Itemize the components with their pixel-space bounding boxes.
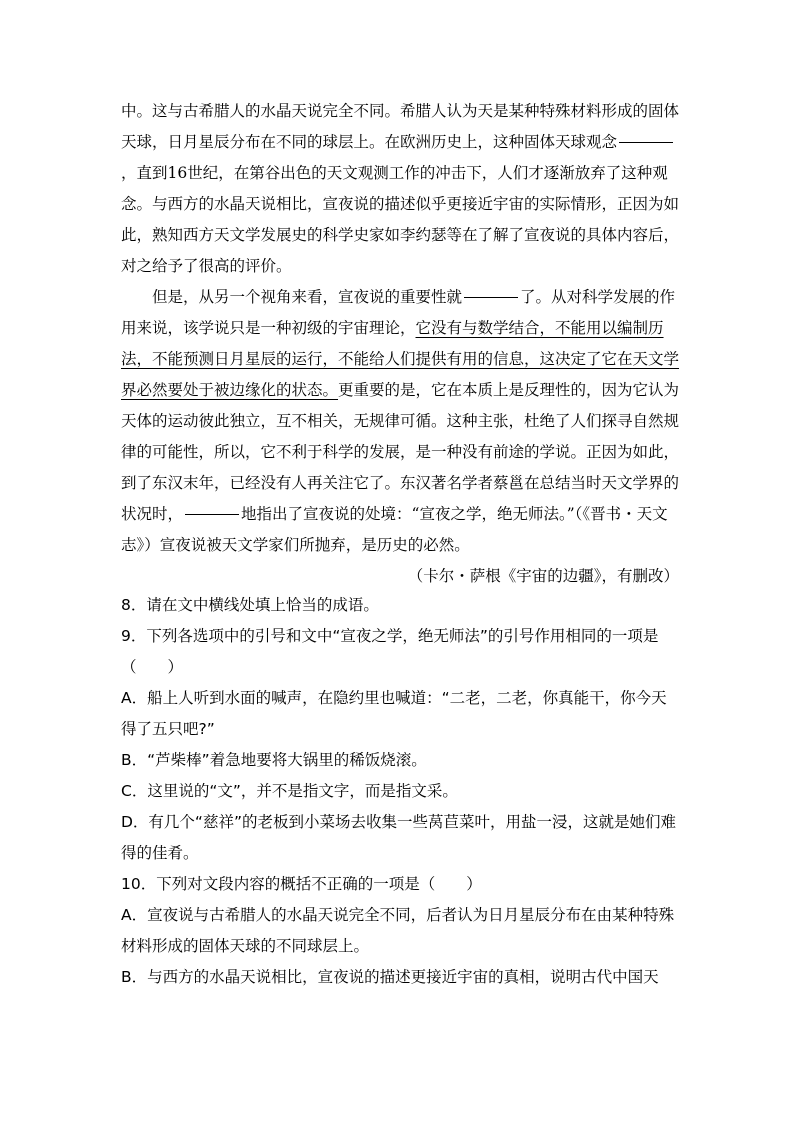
reading-passage (121, 96, 681, 592)
question-9-stem: 9．下列各选项中的引号和文中“宣夜之学，绝无师法”的引号作用相同的一项是（ ） (121, 627, 659, 676)
question-10-option-b: B．与西方的水晶天说相比，宣夜说的描述更接近宇宙的真相，说明古代中国天 (121, 968, 659, 986)
paragraph-text: 了。从对科学发展的作用来说，该学说只是一种初级的宇宙理论， (121, 288, 676, 337)
paragraph-text: 但是，从另一个视角来看，宣夜说的重要性就 (152, 288, 463, 306)
fill-blank (619, 141, 673, 143)
question-9-option-a: A．船上人听到水面的喊声，在隐约里也喊道：“二老，二老，你真能干，你今天得了五只吧?” (121, 689, 667, 738)
question-10-stem: 10．下列对文段内容的概括不正确的一项是（ ） (121, 875, 482, 893)
paragraph-text: 更重要的是，它在本质上是反理性的，因为它认为天体的运动彼此独立，互不相关，无规律可循。这种主张，杜绝了人们探寻自然规律的可能性，所以，它不利于科学的发展，是一种没有前途的学说。正因为如此，到了东汉末年，已经没有人再关注它了。东汉著名学者蔡邕在总结当时天文学界的状况时， (121, 381, 680, 523)
paragraph-text: 中。这与古希腊人的水晶天说完全不同。希腊人认为天是某种特殊材料形成的固体天球，日月星辰分布在不同的球层上。在欧洲历史上，这种固体天球观念 (121, 102, 680, 151)
question-10-option-a: A．宣夜说与古希腊人的水晶天说完全不同，后者认为日月星辰分布在由某种特殊材料形成的固体天球的不同球层上。 (121, 906, 675, 955)
fill-blank (185, 513, 239, 515)
question-9-option-c: C．这里说的“文”，并不是指文字，而是指文采。 (121, 782, 458, 800)
passage-paragraph-2 (121, 282, 681, 561)
underlined-sentence: 它没有与数学结合，不能用以编制历法，不能预测日月星辰的运行，不能给人们提供有用的信息，这决定了它在天文学界必然要处于被边缘化的状态。 (121, 319, 680, 399)
question-8: 8．请在文中横线处填上恰当的成语。 (121, 596, 379, 614)
paragraph-text: 地指出了宣夜说的处境：“宣夜之学，绝无师法。”（《晋书・天文志》）宣夜说被天文学家们所抛弃，是历史的必然。 (121, 505, 668, 554)
question-list (121, 590, 681, 993)
paragraph-text: ，直到16世纪，在第谷出色的天文观测工作的冲击下，人们才逐渐放弃了这种观念。与西方的水晶天说相比，宣夜说的描述似乎更接近宇宙的实际情形，正因为如此，熟知西方天文学发展史的科学史家如李约瑟等在了解了宣夜说的具体内容后，对之给予了很高的评价。 (121, 164, 680, 275)
question-9-option-d: D．有几个“慈祥”的老板到小菜场去收集一些莴苣菜叶，用盐一浸，这就是她们难得的佳肴。 (121, 813, 676, 862)
question-9-option-b: B．“芦柴棒”着急地要将大锅里的稀饭烧滚。 (121, 751, 427, 769)
fill-blank (464, 296, 518, 298)
passage-source: （卡尔・萨根《宇宙的边疆》，有删改） (407, 567, 679, 585)
passage-paragraph-1 (121, 96, 681, 282)
